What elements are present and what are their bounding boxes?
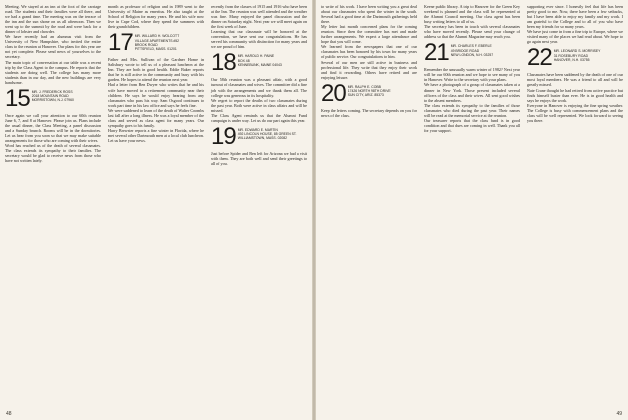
column-text: supporting ever since. I honestly feel that life has been pretty good to me. Now, there have been a few setbacks, but I have been able to enjoy my family and my work. I am grateful to the College and to all of you who have been my friends for so many years. We have just come in from a fine trip to Europe, where we visited many of the places we had read about. We hope to go again next year. xyxy=(527,4,623,45)
class-year-number: 17 xyxy=(108,29,133,57)
class-year-number: 22 xyxy=(527,44,552,72)
class-entry-18 xyxy=(211,49,307,77)
right-column-3 xyxy=(527,4,623,123)
right-page xyxy=(316,0,628,420)
class-year-number: 15 xyxy=(5,84,30,112)
column-text: Keep the letters coming. The secretary depends on you for news of the class. xyxy=(321,107,419,118)
column-text: Just before Spider and Ben left for Arizona we had a visit with them. They are both well and send their greetings to all of you. xyxy=(211,150,309,166)
class-entry-15 xyxy=(5,84,101,112)
class-secretary-address: MR. CHARLES F. EBERLE 49 BRIDGE ROAD NEW LONDON, N.H. 03257 xyxy=(450,44,494,57)
class-year-number: 20 xyxy=(321,79,346,107)
column-text: Once again we call your attention to our 60th reunion June 6, 7, and 8 at Hanover. Please join us. Plans include the usual dinner, the Class Meeting, a panel discussion and a Sunday brunch. Rooms will be in the dormitories. Let us hear from you soon so that we may make suitable arrangements for those who are coming with their wives. Word has reached us of the death of several classmates. The class extends its sympathy to their families. The secretary would be glad to receive news from those who have not written lately. xyxy=(5,112,101,164)
column-text: month as professor of religion and in 1989 went to the University of Maine as emeritus. He also taught at the School of Religion for many years. He and his wife now live in Cape Cod, where they spend the summers with their grandchildren. xyxy=(108,4,206,30)
column-text: Remember the unusually warm winter of 1982? Next year will be our 60th reunion and we hope to see many of you in Hanover. Write to the secretary with your plans. We have a photograph of a group of classmates taken at a dinner in New York. Those present included several officers of the class and their wives. All sent good wishes to the absent members. The class extends its sympathy to the families of those classmates who died during the past year. Their names will be read at the memorial service at the reunion. Our treasurer reports that the class fund is in good condition and that dues are coming in well. Thank you all for your support. xyxy=(424,67,520,133)
left-column-2 xyxy=(108,4,204,143)
class-secretary-address: MR. LEONARD S. MORRISEY 31 ROSEBURY ROAD HANOVER, N.H. 03755 xyxy=(553,49,601,62)
page-number: 49 xyxy=(616,411,622,417)
class-secretary-address: MR. HAROLD H. PAINE BOX 48 KENNEBUNK, MAINE 04043 xyxy=(237,54,282,68)
class-secretary-address: MR. RALPH E. COBB 17426 NORTH 98TH DRIVE SUN CITY, ARIZ. 85373 xyxy=(347,84,391,98)
class-secretary-address: MR. WILLARD H. WOLCOTT VILLAGE APARTMENTS #52 BROOK ROAD PITTSFIELD, MASS. 01201 xyxy=(134,34,180,52)
class-secretary-address: MR. J. FREDERICK ROSS 2018 MOUNTAIN ROAD MORRISTOWN, N.J. 07960 xyxy=(31,89,74,103)
class-year-number: 19 xyxy=(211,122,236,150)
column-text: Our 58th reunion was a pleasant affair, with a good turnout of classmates and wives. The committee did a fine job with the arrangements and we thank them all. The college was generous in its hospitality. We regret to report the deaths of two classmates during the past year. Both were active in class affairs and will be missed. The Class Agent reminds us that the Alumni Fund campaign is under way. Let us do our part again this year. xyxy=(211,77,307,123)
class-year-number: 18 xyxy=(211,49,236,77)
left-page xyxy=(0,0,312,420)
right-column-2 xyxy=(424,4,520,133)
column-text: recently from the classes of 1915 and 1916 who have been at the Inn. The reunion was well attended and the weather was fine. Many enjoyed the panel discussion and the dinner on Saturday night. Next year we will meet again on the first week of June. Learning that our classmate will be honored at the convention, we have sent our congratulations. He has served his community with distinction for many years and we are proud of him. xyxy=(211,4,307,50)
left-column-3 xyxy=(211,4,307,166)
column-text: Keene public library. A trip to Hanover for the Green Key weekend is planned and the class will be represented at the Alumni Council meeting. Our class agent has been busy writing letters to all of us. The secretary has been in touch with several classmates who have moved recently. Please send your change of address so that the Alumni Magazine may reach you. xyxy=(424,4,520,40)
page-number: 48 xyxy=(6,411,12,417)
right-column-1 xyxy=(321,4,417,118)
class-entry-22 xyxy=(527,44,623,72)
column-text: Meeting. We stayed at an inn at the foot of the carriage road. The students and their families were all there, and we had a grand time. The meeting was on the terrace of the inn and the sun shone on us all afternoon. Then we went up to the summit by the road and were back for a dinner of lobster and chowder. We have recently had an alumnus visit from the University of New Hampshire, who invited the entire class to the reunion at Hanover. Our plans for this year are not yet complete. Please send news of yourselves to the secretary. The main topic of conversation at our table was a recent trip by the Class Agent to the campus. He reports that the students are doing well. The college has many more students than in our day, and the new buildings are very handsome. xyxy=(5,4,101,85)
column-text: Classmates have been saddened by the death of one of our most loyal members. He was a friend to all and will be greatly missed. Nate Crane thought he had retired from active practice but finds himself busier than ever. He is in good health and says he enjoys the work. Everyone in Hanover is enjoying the fine spring weather. The College is busy with commencement plans and the class will be well represented. We look forward to seeing you there. xyxy=(527,72,623,123)
class-entry-17 xyxy=(108,29,204,57)
class-entry-19 xyxy=(211,122,307,150)
class-entry-21 xyxy=(424,39,520,67)
column-text: to write of his work. I have been writing you a great deal about our classmates who spent the winter in the south. Several had a good time at the Dartmouth gatherings held there. My letter last month concerned plans for the coming reunion. Since then the committee has met and made further arrangements. We expect a large attendance and hope that you will come. We learned from the newspapers that one of our classmates has been honored by his town for many years of public service. Our congratulations to him. Several of our men are still active in business and professional life. They write that they enjoy their work and find it rewarding. Others have retired and are enjoying leisure. xyxy=(321,4,417,80)
class-year-number: 21 xyxy=(424,39,449,67)
class-secretary-address: MR. EDWARD E. MARTIN 492 LINCOLN HOUSE, 85 GREEN ST. WILLIAMSTOWN, MASS. 02082 xyxy=(237,127,297,141)
left-column-1 xyxy=(5,4,101,163)
column-text: Father and Mrs. Sullivan of the Gardner Home in Salisbury wrote to tell us of a pleasant luncheon at the Inn. They are both in good health. Eddie Baker reports that he is still active in the community and busy with his garden. He hopes to attend the reunion next year. Had a letter from Ben Dwyer who writes that he and his wife have moved to a retirement community near their children. He says he would enjoy hearing from any classmates who pass his way. Sam Osgood continues to work part time in his law office and says he feels fine. We were saddened to learn of the death of Walter Coombs last fall after a long illness. He was a loyal member of the class and served as class agent for many years. Our sympathy goes to his family. Harry Brewster reports a fine winter in Florida, where he met several other Dartmouth men at a local club luncheon. Let us have your news. xyxy=(108,57,204,143)
class-entry-20 xyxy=(321,79,417,107)
